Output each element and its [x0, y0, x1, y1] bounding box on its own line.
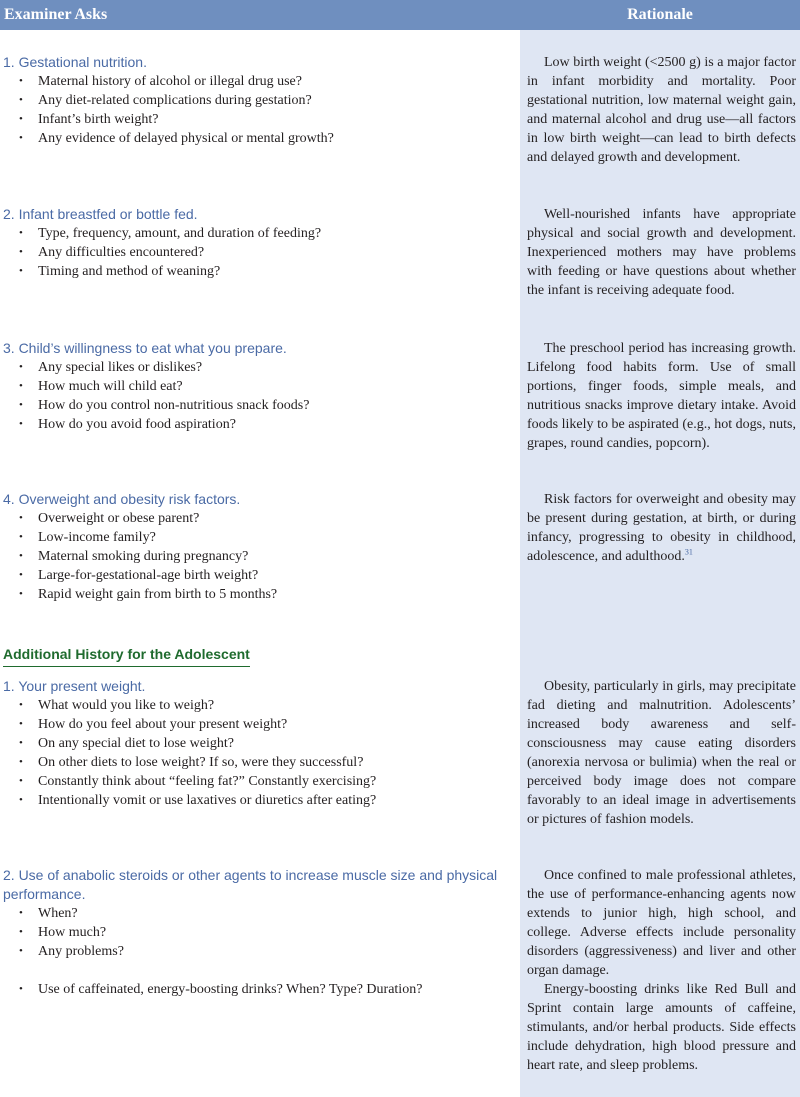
list-item: • Any diet-related complications during gestation? [0, 91, 515, 110]
ask-title: 4. Overweight and obesity risk factors. [3, 491, 241, 507]
list-item: • How do you feel about your present weight? [0, 715, 515, 734]
list-item: • What would you like to weigh? [0, 696, 515, 715]
ask-title: 2. Use of anabolic steroids or other agents to increase muscle size and physical performance. [3, 867, 498, 902]
ask-group-gestational-nutrition [0, 53, 515, 148]
bullet-list [0, 224, 515, 281]
bullet-list [0, 72, 515, 148]
footnote-ref: 31 [684, 547, 693, 557]
list-item: • Low-income family? [0, 528, 515, 547]
list-item: • Any evidence of delayed physical or mental growth? [0, 129, 515, 148]
bullet-list [0, 358, 515, 434]
list-item: • On other diets to lose weight? If so, were they successful? [0, 753, 515, 772]
bullet-list [0, 509, 515, 604]
list-item: • Large-for-gestational-age birth weight? [0, 566, 515, 585]
ask-title: 1. Your present weight. [3, 678, 146, 694]
list-item: • Rapid weight gain from birth to 5 months? [0, 585, 515, 604]
rationale-anabolic-steroids: Once confined to male professional athletes, the use of performance-enhancing agents now extends to junior high, high school, and college. Adverse effects include personality disorders (aggressiveness) and liver and other organ damage. [527, 868, 796, 978]
rationale-text: Risk factors for overweight and obesity may be present during gestation, at birth, or during infancy, progressing to obesity in childhood, adolescence, and adulthood. [527, 492, 796, 564]
list-item: • Timing and method of weaning? [0, 262, 515, 281]
list-item: • Any difficulties encountered? [0, 243, 515, 262]
list-item: • Infant’s birth weight? [0, 110, 515, 129]
list-item: • On any special diet to lose weight? [0, 734, 515, 753]
list-item: • Type, frequency, amount, and duration of feeding? [0, 224, 515, 243]
ask-group-infant-feeding [0, 205, 515, 281]
rationale-present-weight: Obesity, particularly in girls, may precipitate fad dieting and malnutrition. Adolescents’ increased body awareness and self-consciousness may cause eating disorders (anorexia nervosa or bulimia) when the real or perceived body image does not compare favorably to an ideal image in advertisements or pictures of fashion models. [527, 679, 796, 827]
list-item: • Intentionally vomit or use laxatives or diuretics after eating? [0, 791, 515, 810]
list-item: • How do you avoid food aspiration? [0, 415, 515, 434]
rationale-infant-feeding: Well-nourished infants have appropriate physical and social growth and development. Inexperienced mothers may have problems with feeding or have questions about whether the infant is receiving adequate food. [527, 207, 796, 298]
list-item: • Constantly think about “feeling fat?” Constantly exercising? [0, 772, 515, 791]
ask-title: 1. Gestational nutrition. [3, 54, 147, 70]
section-heading-adolescent: Additional History for the Adolescent [3, 644, 250, 667]
bullet-list [0, 904, 515, 999]
ask-title: 2. Infant breastfed or bottle fed. [3, 206, 198, 222]
ask-group-obesity-risk [0, 490, 515, 604]
rationale-obesity-risk [527, 490, 796, 566]
list-item: • How much? [0, 923, 515, 942]
list-item: • When? [0, 904, 515, 923]
list-item: • Use of caffeinated, energy-boosting drinks? When? Type? Duration? [0, 980, 515, 999]
list-item: • Overweight or obese parent? [0, 509, 515, 528]
ask-group-anabolic-steroids [0, 866, 515, 999]
list-item: • Any special likes or dislikes? [0, 358, 515, 377]
rationale-child-eating: The preschool period has increasing growth. Lifelong food habits form. Use of small portions, finger foods, simple meals, and nutritious snacks improve dietary intake. Avoid foods likely to be aspirated (e.g., hot dogs, nuts, grapes, round candies, popcorn). [527, 341, 796, 451]
bullet-list [0, 696, 515, 810]
ask-title: 3. Child’s willingness to eat what you prepare. [3, 340, 287, 356]
list-item: • Maternal smoking during pregnancy? [0, 547, 515, 566]
ask-group-child-eating [0, 339, 515, 434]
list-item: • How much will child eat? [0, 377, 515, 396]
list-item: • How do you control non-nutritious snack foods? [0, 396, 515, 415]
rationale-gestational-nutrition: Low birth weight (<2500 g) is a major factor in infant morbidity and mortality. Poor gestational nutrition, low maternal weight gain, and maternal alcohol and drug use—all factors in low birth weight—can lead to birth defects and delayed growth and development. [527, 55, 796, 165]
header-rationale: Rationale [627, 6, 693, 23]
ask-group-present-weight [0, 677, 515, 810]
header-examiner-asks: Examiner Asks [4, 6, 108, 23]
list-item: • Maternal history of alcohol or illegal drug use? [0, 72, 515, 91]
list-item: • Any problems? [0, 942, 515, 961]
table-header [0, 0, 800, 30]
rationale-energy-drinks: Energy-boosting drinks like Red Bull and Sprint contain large amounts of caffeine, stimulants, and/or herbal products. Side effects include dehydration, high blood pressure and heart rate, and sleep problems. [527, 982, 796, 1073]
